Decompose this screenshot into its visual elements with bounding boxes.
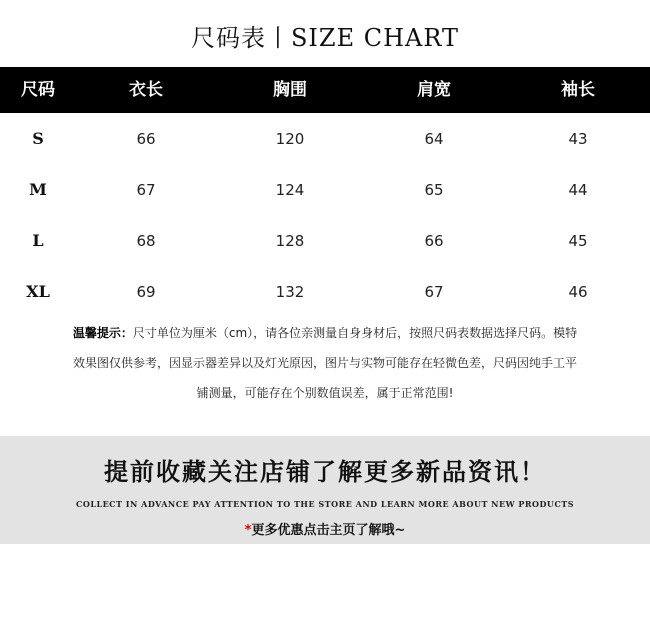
star-mark: * bbox=[244, 523, 252, 538]
banner-english: COLLECT IN ADVANCE PAY ATTENTION TO THE STORE AND LEARN MORE ABOUT NEW PRODUCTS bbox=[75, 499, 575, 509]
length-cell: 66 bbox=[136, 130, 156, 148]
shoulder-cell: 64 bbox=[424, 130, 444, 148]
header-shoulder: 肩宽 bbox=[417, 80, 451, 100]
shoulder-cell: 66 bbox=[424, 232, 444, 250]
size-cell: S bbox=[32, 129, 44, 148]
sleeve-cell: 43 bbox=[568, 130, 588, 148]
banner-sub-text: 更多优惠点击主页了解哦~ bbox=[251, 523, 406, 538]
notice-label: 温馨提示： bbox=[72, 326, 133, 340]
notice-line-1 bbox=[60, 324, 590, 341]
sleeve-cell: 45 bbox=[568, 232, 588, 250]
banner-subline bbox=[0, 519, 650, 538]
size-cell: M bbox=[29, 180, 47, 199]
header-length: 衣长 bbox=[129, 80, 163, 100]
chest-cell: 120 bbox=[275, 130, 305, 148]
notice-line-2: 效果图仅供参考，因显示器差异以及灯光原因，图片与实物可能存在轻微色差，尺码因纯手工平 bbox=[72, 356, 577, 370]
shoulder-cell: 65 bbox=[424, 181, 444, 199]
chest-cell: 124 bbox=[275, 181, 305, 199]
table-row bbox=[0, 224, 650, 258]
page-title: 尺码表丨SIZE CHART bbox=[190, 24, 460, 52]
chest-cell: 128 bbox=[275, 232, 305, 250]
promo-banner bbox=[0, 436, 650, 544]
size-cell: XL bbox=[26, 282, 50, 301]
notice-text-1: 尺寸单位为厘米（cm），请各位亲测量自身身材后，按照尺码表数据选择尺码。模特 bbox=[132, 326, 578, 340]
notice-line-3: 铺测量，可能存在个别数值误差，属于正常范围! bbox=[196, 386, 454, 400]
header-size: 尺码 bbox=[21, 80, 55, 100]
length-cell: 67 bbox=[136, 181, 156, 199]
size-cell: L bbox=[32, 231, 44, 250]
sleeve-cell: 44 bbox=[568, 181, 588, 199]
banner-headline: 提前收藏关注店铺了解更多新品资讯！ bbox=[104, 458, 546, 486]
table-row bbox=[0, 173, 650, 207]
table-row bbox=[0, 275, 650, 309]
shoulder-cell: 67 bbox=[424, 283, 444, 301]
header-chest: 胸围 bbox=[273, 80, 307, 100]
sleeve-cell: 46 bbox=[568, 283, 588, 301]
length-cell: 68 bbox=[136, 232, 156, 250]
length-cell: 69 bbox=[136, 283, 156, 301]
table-header bbox=[0, 67, 650, 113]
table-row bbox=[0, 122, 650, 156]
header-sleeve: 袖长 bbox=[561, 80, 595, 100]
chest-cell: 132 bbox=[275, 283, 305, 301]
